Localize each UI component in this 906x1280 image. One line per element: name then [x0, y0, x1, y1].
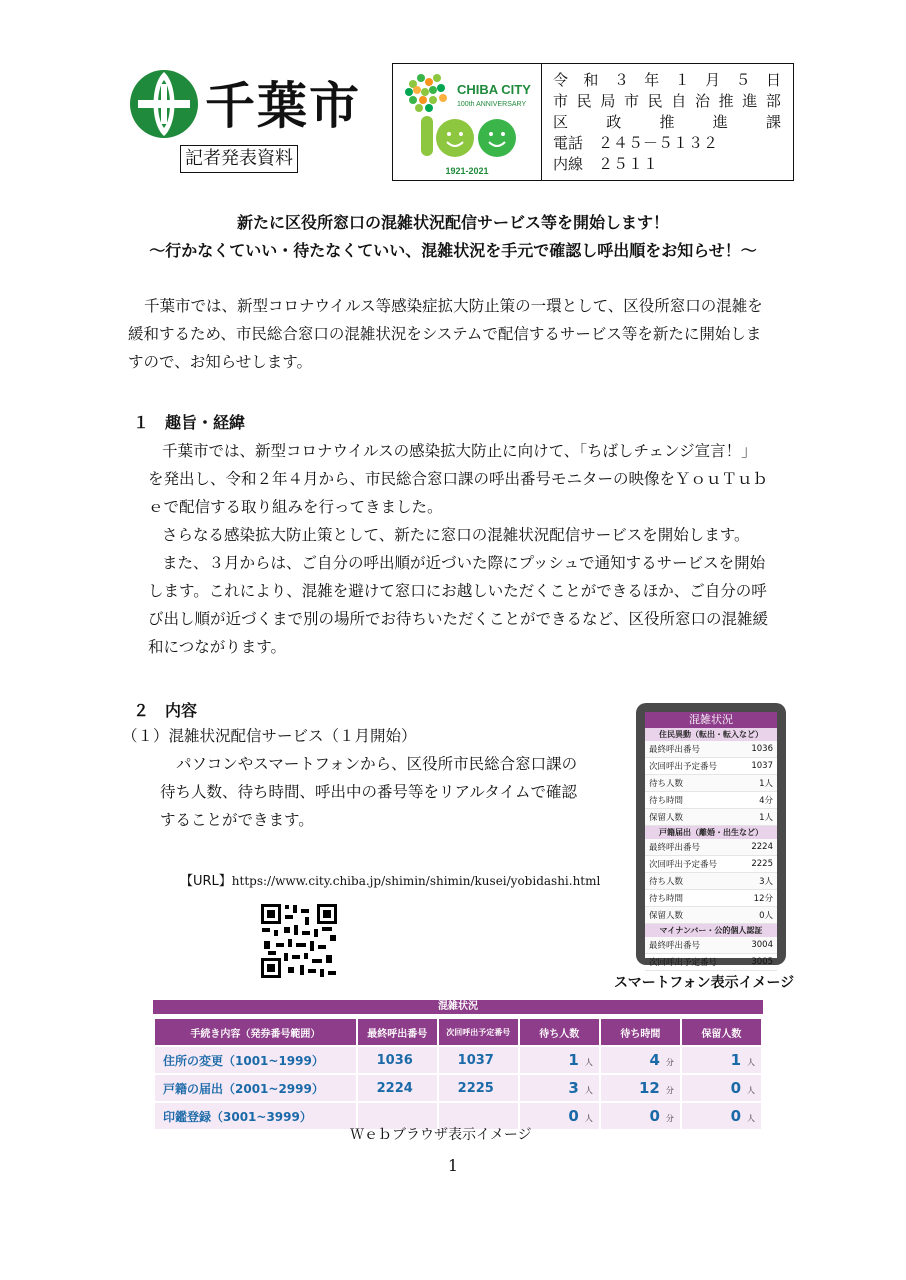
phone-group-header: 戸籍届出（離婚・出生など） [645, 826, 777, 839]
section2-sub1: （１）混雑状況配信サービス（１月開始） [122, 727, 417, 745]
web-status-table [153, 1000, 763, 1131]
anniv-years: 1921-2021 [445, 166, 489, 176]
list-item: 待ち人数 3人 [645, 873, 777, 890]
list-item: 待ち時間 4分 [645, 792, 777, 809]
list-item: 保留人数 1人 [645, 809, 777, 826]
phone-group-list [645, 937, 777, 971]
qr-code-icon[interactable] [260, 903, 338, 979]
intro-paragraph: 千葉市では、新型コロナウイルス等感染症拡大防止策の一環として、区役所窓口の混雑を 緩和するため、市民総合窓口の混雑状況をシステムで配信するサービス等を新たに開始しま すので、お知らせします。 [128, 297, 763, 371]
section1-heading: １ 趣旨・経緯 [133, 413, 246, 432]
url-line [180, 870, 600, 889]
section2-heading: ２ 内容 [133, 701, 198, 720]
phone-group-header: 住民異動（転出・転入など） [645, 728, 777, 741]
city-name: 千葉市 [205, 77, 361, 135]
anniv-brand: CHIBA CITY [457, 82, 531, 97]
smartphone-screen [645, 712, 777, 968]
list-item: 最終呼出番号 2224 [645, 839, 777, 856]
chiba-emblem-icon [128, 64, 200, 144]
col-header-procedure: 手続き内容（発券番号範囲） [155, 1019, 356, 1045]
page-title: 新たに区役所窓口の混雑状況配信サービス等を開始します！ [236, 213, 669, 232]
status-table [153, 1017, 763, 1131]
press-release-tag: 記者発表資料 [180, 145, 298, 173]
web-table-title: 混雑状況 [153, 1000, 763, 1014]
list-item: 次回呼出予定番号 1037 [645, 758, 777, 775]
list-item: 保留人数 0人 [645, 907, 777, 924]
section: 区 政 推 進 課 [553, 113, 781, 131]
table-row: 戸籍の届出（2001~2999） 2224 2225 3 人 12 分 0 人 [155, 1075, 761, 1101]
section1-body: 千葉市では、新型コロナウイルスの感染拡大防止に向けて、「ちばしチェンジ宣言！」 を発出し、令和２年４月から、市民総合窓口課の呼出番号モニターの映像をＹｏｕＴｕｂ ｅで配信する取り組みを行ってきました。 さらなる感染拡大防止策として、新たに窓口の混雑状況配信サービスを開始します。 また、３月からは、ご自分の呼出順が近づいた際にプッシュで通知するサービスを開始 します。これにより、混雑を避けて窓口にお越しいただくことができるほか、ご自分の呼 び出し順が近づくまで別の場所でお待ちいただくことができるなど、区役所窓口の混雑緩 和につながります。 [148, 442, 769, 656]
phone-group-list [645, 741, 777, 826]
header-info-box [392, 63, 794, 181]
col-header-hold: 保留人数 [682, 1019, 761, 1045]
list-item: 待ち人数 1人 [645, 775, 777, 792]
contact-info [553, 70, 785, 175]
anniversary-logo [393, 64, 542, 180]
table-row: 住所の変更（1001~1999） 1036 1037 1 人 4 分 1 人 [155, 1047, 761, 1073]
phone-group-list [645, 839, 777, 924]
col-header-waiting: 待ち人数 [520, 1019, 599, 1045]
smartphone-mockup [636, 703, 786, 968]
list-item: 待ち時間 12分 [645, 890, 777, 907]
list-item: 最終呼出番号 1036 [645, 741, 777, 758]
list-item: 次回呼出予定番号 3005 [645, 954, 777, 971]
web-caption: Ｗｅｂブラウザ表示イメージ [350, 1127, 532, 1143]
col-header-wait-time: 待ち時間 [601, 1019, 680, 1045]
section2-sub1-body: パソコンやスマートフォンから、区役所市民総合窓口課の 待ち人数、待ち時間、呼出中の番号等をリアルタイムで確認 することができます。 [160, 755, 578, 829]
col-header-next: 次回呼出予定番号 [439, 1019, 518, 1045]
extension-number: 内線 ２５１１ [553, 155, 659, 173]
anniv-sub: 100th ANNIVERSARY [457, 101, 527, 108]
list-item: 最終呼出番号 3004 [645, 937, 777, 954]
service-url[interactable]: https://www.city.chiba.jp/shimin/shimin/kusei/yobidashi.html [231, 874, 601, 888]
release-date: 令 和 ３ 年 １ 月 ５ 日 [553, 71, 781, 89]
col-header-last: 最終呼出番号 [358, 1019, 437, 1045]
phone-title: 混雑状況 [645, 712, 777, 728]
phone-number: 電話 ２４５－５１３２ [553, 134, 719, 152]
phone-group-header: マイナンバー・公的個人認証 [645, 924, 777, 937]
page-number: 1 [447, 1156, 459, 1175]
list-item: 次回呼出予定番号 2225 [645, 856, 777, 873]
page-subtitle: ～行かなくていい・待たなくていい、混雑状況を手元で確認し呼出順をお知らせ！～ [149, 241, 757, 260]
url-label: 【URL】 [180, 874, 232, 889]
smartphone-caption: スマートフォン表示イメージ [614, 975, 795, 991]
tree-dots-icon [405, 74, 447, 112]
table-row: 印鑑登録（3001~3999） 0 人 0 分 0 人 [155, 1103, 761, 1129]
department: 市 民 局 市 民 自 治 推 進 部 [553, 92, 781, 110]
